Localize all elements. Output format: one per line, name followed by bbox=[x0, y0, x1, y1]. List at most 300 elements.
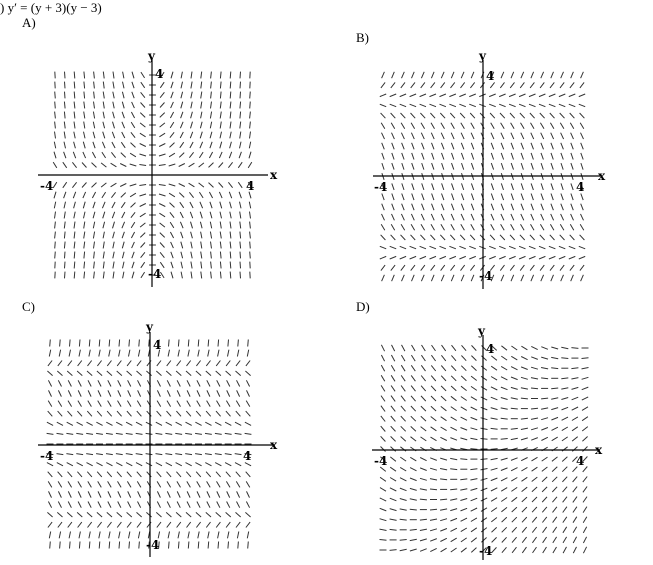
slope-segment bbox=[401, 396, 405, 402]
slope-segment bbox=[521, 458, 527, 461]
slope-segment bbox=[390, 467, 396, 471]
slope-segment bbox=[431, 386, 436, 391]
slope-segment bbox=[461, 508, 468, 511]
slope-segment bbox=[381, 447, 386, 452]
slope-segment bbox=[562, 457, 567, 462]
slope-segment bbox=[481, 407, 488, 410]
slope-segment bbox=[521, 388, 528, 389]
slope-segment bbox=[501, 387, 508, 390]
slope-segment bbox=[582, 368, 589, 369]
slope-segment bbox=[521, 428, 528, 429]
slope-segment bbox=[512, 547, 516, 553]
slope-segment bbox=[491, 449, 498, 450]
slope-segment bbox=[471, 518, 477, 522]
slope-segment bbox=[410, 457, 416, 461]
slope-segment bbox=[522, 487, 528, 491]
slope-segment bbox=[391, 447, 396, 452]
slope-segment bbox=[441, 406, 447, 410]
slope-segment bbox=[582, 437, 587, 442]
slope-segment bbox=[491, 488, 497, 491]
option-a-label[interactable]: A) bbox=[22, 15, 36, 30]
slope-segment bbox=[411, 355, 415, 361]
slope-segment bbox=[532, 467, 538, 471]
slope-segment bbox=[391, 365, 395, 371]
slope-segment bbox=[471, 428, 478, 430]
slope-segment bbox=[400, 540, 407, 541]
slope-segment bbox=[522, 477, 528, 481]
slope-segment bbox=[410, 478, 417, 481]
slope-segment bbox=[461, 548, 467, 552]
slope-segment bbox=[471, 407, 477, 410]
slope-segment bbox=[441, 386, 446, 391]
slope-segment bbox=[582, 417, 588, 421]
slope-segment bbox=[421, 416, 426, 421]
slope-segment bbox=[552, 467, 557, 472]
slope-segment bbox=[583, 537, 586, 543]
slope-segment bbox=[522, 497, 527, 502]
slope-segment bbox=[532, 497, 537, 502]
slope-segment bbox=[432, 345, 436, 351]
slope-segment bbox=[573, 507, 577, 513]
slope-segment bbox=[401, 406, 406, 411]
slope-segment bbox=[430, 548, 436, 551]
slope-segment bbox=[501, 356, 507, 360]
slope-segment bbox=[502, 517, 507, 522]
slope-segment bbox=[391, 396, 395, 402]
slope-segment bbox=[411, 426, 416, 431]
slope-segment bbox=[381, 365, 384, 371]
slope-segment bbox=[542, 497, 547, 502]
slope-segment bbox=[470, 469, 477, 470]
slope-segment bbox=[502, 537, 507, 542]
slope-segment bbox=[471, 548, 476, 553]
slope-segment bbox=[410, 499, 417, 500]
slope-segment bbox=[481, 469, 488, 470]
slope-segment bbox=[491, 387, 497, 390]
slope-segment bbox=[471, 397, 477, 401]
slope-segment bbox=[380, 508, 387, 511]
slope-segment bbox=[541, 357, 548, 359]
y-tick-pos-a: 4 bbox=[155, 67, 164, 81]
slope-segment bbox=[421, 386, 426, 391]
slope-segment bbox=[543, 537, 547, 543]
slope-segment bbox=[451, 417, 457, 421]
slope-segment bbox=[511, 346, 517, 350]
slope-segment bbox=[450, 469, 457, 470]
option-d-label[interactable]: D) bbox=[356, 299, 370, 314]
slope-segment bbox=[561, 398, 568, 400]
slope-segment bbox=[420, 458, 426, 461]
slope-segment bbox=[573, 497, 577, 503]
slope-segment bbox=[461, 417, 467, 420]
slope-segment bbox=[501, 366, 507, 370]
slope-segment bbox=[531, 408, 538, 409]
slope-segment bbox=[512, 517, 517, 522]
slope-segment bbox=[410, 539, 417, 540]
slope-segment bbox=[551, 347, 558, 349]
slope-segment bbox=[522, 537, 526, 543]
slope-segment bbox=[450, 489, 457, 490]
slope-segment bbox=[521, 367, 528, 370]
slope-segment bbox=[572, 407, 578, 410]
slope-segment bbox=[532, 487, 537, 492]
slope-segment bbox=[562, 437, 568, 441]
y-tick-neg-c: -4 bbox=[146, 538, 160, 552]
slope-segment bbox=[391, 386, 395, 392]
slope-segment bbox=[381, 345, 384, 351]
slope-segment bbox=[430, 468, 437, 470]
slope-segment bbox=[543, 547, 547, 553]
slope-segment bbox=[440, 509, 447, 510]
slope-segment bbox=[421, 365, 425, 371]
y-axis-label-a: y bbox=[148, 49, 155, 63]
slope-segment bbox=[440, 538, 446, 541]
slope-segment bbox=[420, 478, 427, 480]
slope-segment bbox=[501, 498, 507, 502]
slope-segment bbox=[430, 458, 437, 461]
slope-segment bbox=[541, 368, 548, 369]
slope-segment bbox=[420, 489, 427, 490]
slope-segment bbox=[401, 416, 406, 421]
x-axis-label-b: x bbox=[598, 169, 606, 183]
slope-segment bbox=[451, 407, 457, 411]
slope-segment bbox=[471, 488, 478, 490]
slope-segment bbox=[501, 439, 508, 440]
slope-segment bbox=[412, 345, 416, 351]
slope-segment bbox=[583, 487, 587, 493]
slope-segment bbox=[511, 487, 517, 491]
slope-segment bbox=[511, 356, 517, 360]
slope-segment bbox=[501, 507, 507, 511]
slope-segment bbox=[401, 365, 405, 371]
slope-segment bbox=[512, 527, 517, 532]
slope-segment bbox=[552, 437, 558, 441]
slope-segment bbox=[571, 368, 578, 369]
slope-segment bbox=[541, 408, 548, 409]
x-tick-neg-b: -4 bbox=[374, 180, 388, 194]
slope-segment bbox=[441, 355, 445, 361]
slope-segment bbox=[440, 479, 447, 480]
slope-segment bbox=[461, 376, 466, 381]
slope-segment bbox=[422, 345, 426, 351]
x-tick-neg-d: -4 bbox=[374, 454, 388, 468]
slope-segment bbox=[411, 386, 415, 392]
slope-segment bbox=[562, 477, 567, 482]
slope-segment bbox=[563, 537, 567, 543]
option-c-label[interactable]: C) bbox=[22, 299, 35, 314]
slope-segment bbox=[531, 418, 538, 419]
slope-segment bbox=[521, 377, 528, 379]
slope-segment bbox=[572, 427, 578, 431]
slope-segment bbox=[451, 386, 456, 391]
slope-segment bbox=[411, 416, 416, 421]
slope-segment bbox=[450, 458, 457, 459]
slope-segment bbox=[541, 437, 547, 440]
slope-segment bbox=[563, 547, 566, 553]
slope-segment bbox=[563, 487, 568, 492]
x-tick-pos-a: 4 bbox=[246, 179, 255, 193]
slope-segment bbox=[481, 498, 487, 501]
y-axis-label-c: y bbox=[146, 320, 153, 334]
slope-segment bbox=[481, 418, 488, 420]
slope-segment bbox=[410, 549, 417, 551]
slope-segment bbox=[451, 427, 457, 430]
slope-segment bbox=[462, 345, 467, 350]
slope-segment bbox=[541, 398, 548, 399]
slope-segment bbox=[583, 507, 587, 513]
slope-segment bbox=[501, 458, 508, 460]
slope-segment bbox=[512, 497, 518, 501]
slope-segment bbox=[440, 519, 447, 521]
slope-segment bbox=[441, 548, 447, 552]
slope-segment bbox=[501, 478, 507, 481]
slope-segment bbox=[381, 436, 386, 441]
slope-segment bbox=[512, 537, 517, 542]
slope-segment bbox=[400, 467, 406, 471]
slope-segment bbox=[562, 417, 568, 420]
slope-segment bbox=[410, 468, 416, 471]
slope-segment bbox=[491, 377, 497, 381]
slope-segment bbox=[430, 489, 437, 490]
slope-segment bbox=[491, 498, 497, 502]
slope-segment bbox=[571, 348, 578, 349]
slope-segment bbox=[502, 547, 507, 552]
slope-segment bbox=[451, 355, 456, 360]
slope-segment bbox=[451, 366, 456, 371]
slope-segment bbox=[451, 528, 457, 531]
slope-segment bbox=[521, 418, 528, 419]
slope-segment bbox=[421, 396, 426, 401]
slope-segment bbox=[573, 517, 577, 523]
slope-segment bbox=[390, 550, 397, 551]
slope-segment bbox=[541, 418, 548, 420]
slope-segment bbox=[551, 417, 558, 420]
slope-segment bbox=[531, 438, 538, 441]
slope-segment bbox=[511, 478, 517, 482]
slope-segment bbox=[553, 527, 557, 533]
slope-segment bbox=[411, 365, 415, 371]
slope-segment bbox=[481, 397, 487, 400]
slope-segment bbox=[461, 407, 467, 411]
slope-segment bbox=[460, 499, 467, 501]
slope-segment bbox=[582, 397, 588, 400]
slope-segment bbox=[441, 427, 447, 431]
slope-segment bbox=[471, 376, 477, 380]
slope-segment bbox=[571, 378, 578, 379]
slope-segment bbox=[380, 488, 386, 492]
slope-segment bbox=[381, 406, 385, 412]
slope-segment bbox=[471, 417, 478, 420]
slope-segment bbox=[470, 479, 477, 480]
slope-segment bbox=[501, 468, 508, 471]
slope-segment bbox=[481, 439, 488, 440]
slope-segment bbox=[451, 396, 457, 400]
slope-segment bbox=[420, 539, 427, 541]
slope-segment bbox=[541, 428, 548, 431]
slope-segment bbox=[481, 459, 488, 460]
slope-segment bbox=[511, 367, 517, 370]
option-b-label[interactable]: B) bbox=[356, 30, 369, 45]
slope-segment bbox=[481, 428, 488, 429]
slope-segment bbox=[531, 428, 538, 430]
slope-segment bbox=[441, 417, 447, 421]
slope-segment bbox=[421, 376, 425, 382]
slope-segment bbox=[532, 457, 538, 461]
slope-segment bbox=[420, 468, 427, 471]
y-tick-neg-d: -4 bbox=[479, 544, 493, 558]
slope-segment bbox=[531, 388, 538, 389]
slope-segment bbox=[563, 497, 567, 503]
slope-segment bbox=[561, 347, 568, 348]
slope-segment bbox=[430, 539, 437, 542]
slope-segment bbox=[461, 397, 467, 401]
slope-segment bbox=[481, 488, 488, 491]
slope-segment bbox=[461, 538, 467, 542]
question-text: ) y′ = (y + 3)(y − 3) bbox=[0, 0, 102, 15]
slope-segment bbox=[421, 355, 425, 361]
slope-segment bbox=[400, 478, 406, 481]
slope-segment bbox=[531, 357, 538, 360]
slope-segment bbox=[400, 488, 407, 491]
slope-segment bbox=[501, 346, 507, 350]
slope-segment bbox=[491, 468, 498, 470]
slope-segment bbox=[563, 527, 567, 533]
slope-segment bbox=[441, 396, 446, 401]
slope-segment bbox=[380, 529, 387, 530]
slope-segment bbox=[502, 527, 507, 532]
slope-segment bbox=[391, 406, 395, 412]
slope-segment bbox=[532, 477, 538, 481]
slope-segment bbox=[410, 488, 417, 490]
slope-segment bbox=[583, 547, 586, 553]
slope-segment bbox=[450, 509, 457, 511]
slope-segment bbox=[430, 479, 437, 480]
slope-segment bbox=[430, 519, 437, 520]
slope-segment bbox=[542, 487, 547, 492]
slope-segment bbox=[572, 447, 577, 452]
slope-segment bbox=[420, 529, 427, 530]
slope-segment bbox=[450, 499, 457, 500]
slope-segment bbox=[511, 468, 517, 471]
slope-segment bbox=[380, 519, 387, 521]
slope-segment bbox=[450, 518, 457, 521]
slope-segment bbox=[551, 368, 558, 369]
slope-segment bbox=[583, 517, 587, 523]
slope-segment bbox=[390, 478, 396, 482]
slope-segment bbox=[563, 507, 567, 513]
slope-segment bbox=[391, 436, 396, 441]
slope-segment bbox=[531, 367, 538, 369]
slope-segment bbox=[391, 416, 396, 421]
slope-segment bbox=[551, 357, 558, 358]
slope-segment bbox=[532, 517, 537, 522]
slope-segment bbox=[481, 366, 487, 370]
slope-segment bbox=[390, 457, 396, 461]
slope-segment bbox=[420, 519, 427, 520]
slope-segment bbox=[421, 437, 427, 441]
slope-segment bbox=[431, 437, 437, 441]
slope-segment bbox=[572, 437, 578, 441]
slope-segment bbox=[411, 396, 416, 401]
slope-segment bbox=[573, 477, 578, 482]
slope-segment bbox=[542, 477, 547, 482]
slope-segment bbox=[512, 507, 517, 512]
slope-segment bbox=[511, 377, 518, 380]
slope-segment bbox=[561, 388, 568, 389]
slope-segment bbox=[542, 507, 547, 512]
slope-segment bbox=[440, 499, 447, 500]
slope-segment bbox=[471, 538, 477, 542]
slope-segment bbox=[400, 549, 407, 550]
slope-segment bbox=[552, 497, 557, 502]
slope-segment bbox=[461, 518, 467, 521]
slope-segment bbox=[552, 487, 557, 492]
slope-segment bbox=[542, 517, 546, 523]
slope-segment bbox=[553, 507, 557, 513]
slope-segment bbox=[460, 489, 467, 490]
slope-segment bbox=[390, 488, 396, 491]
slope-segment bbox=[573, 527, 577, 533]
slope-segment bbox=[431, 355, 435, 361]
slope-segment bbox=[521, 346, 527, 350]
slope-segment bbox=[582, 407, 588, 411]
slope-segment bbox=[470, 438, 477, 439]
x-tick-pos-d: 4 bbox=[576, 454, 585, 468]
slope-segment bbox=[392, 345, 395, 351]
slope-segment bbox=[501, 398, 508, 400]
slope-segment bbox=[441, 376, 446, 381]
slope-segment bbox=[381, 426, 386, 431]
slope-segment bbox=[400, 457, 406, 461]
slope-segment bbox=[410, 509, 417, 510]
slope-segment bbox=[420, 499, 427, 500]
slope-segment bbox=[472, 345, 477, 350]
slope-segment bbox=[491, 408, 498, 410]
slope-segment bbox=[492, 547, 497, 552]
slope-segment bbox=[511, 458, 518, 461]
slope-segment bbox=[583, 497, 587, 503]
slope-segment bbox=[491, 508, 497, 512]
slope-segment bbox=[381, 416, 385, 422]
slope-segment bbox=[390, 519, 397, 520]
slope-segment bbox=[391, 426, 396, 431]
slope-segment bbox=[430, 529, 437, 531]
slope-segment bbox=[401, 426, 406, 431]
slope-segment bbox=[532, 507, 537, 512]
slope-segment bbox=[440, 469, 447, 470]
slope-segment bbox=[481, 376, 487, 380]
slope-segment bbox=[521, 467, 527, 471]
slope-segment bbox=[481, 478, 488, 480]
slope-segment bbox=[562, 407, 569, 410]
slope-segment bbox=[583, 527, 586, 533]
slope-segment bbox=[471, 356, 476, 361]
slope-segment bbox=[582, 358, 589, 359]
slope-segment bbox=[491, 418, 498, 419]
slope-segment bbox=[563, 517, 567, 523]
slope-segment bbox=[461, 528, 467, 532]
slope-segment bbox=[442, 345, 446, 351]
slope-segment bbox=[561, 378, 568, 379]
y-tick-pos-c: 4 bbox=[153, 338, 162, 352]
slope-segment bbox=[430, 509, 437, 510]
slope-segment bbox=[562, 427, 568, 431]
slope-segment bbox=[501, 488, 507, 492]
slope-segment bbox=[471, 508, 477, 511]
slope-segment bbox=[492, 527, 497, 532]
slope-segment bbox=[450, 438, 457, 441]
slope-segment bbox=[390, 498, 397, 501]
